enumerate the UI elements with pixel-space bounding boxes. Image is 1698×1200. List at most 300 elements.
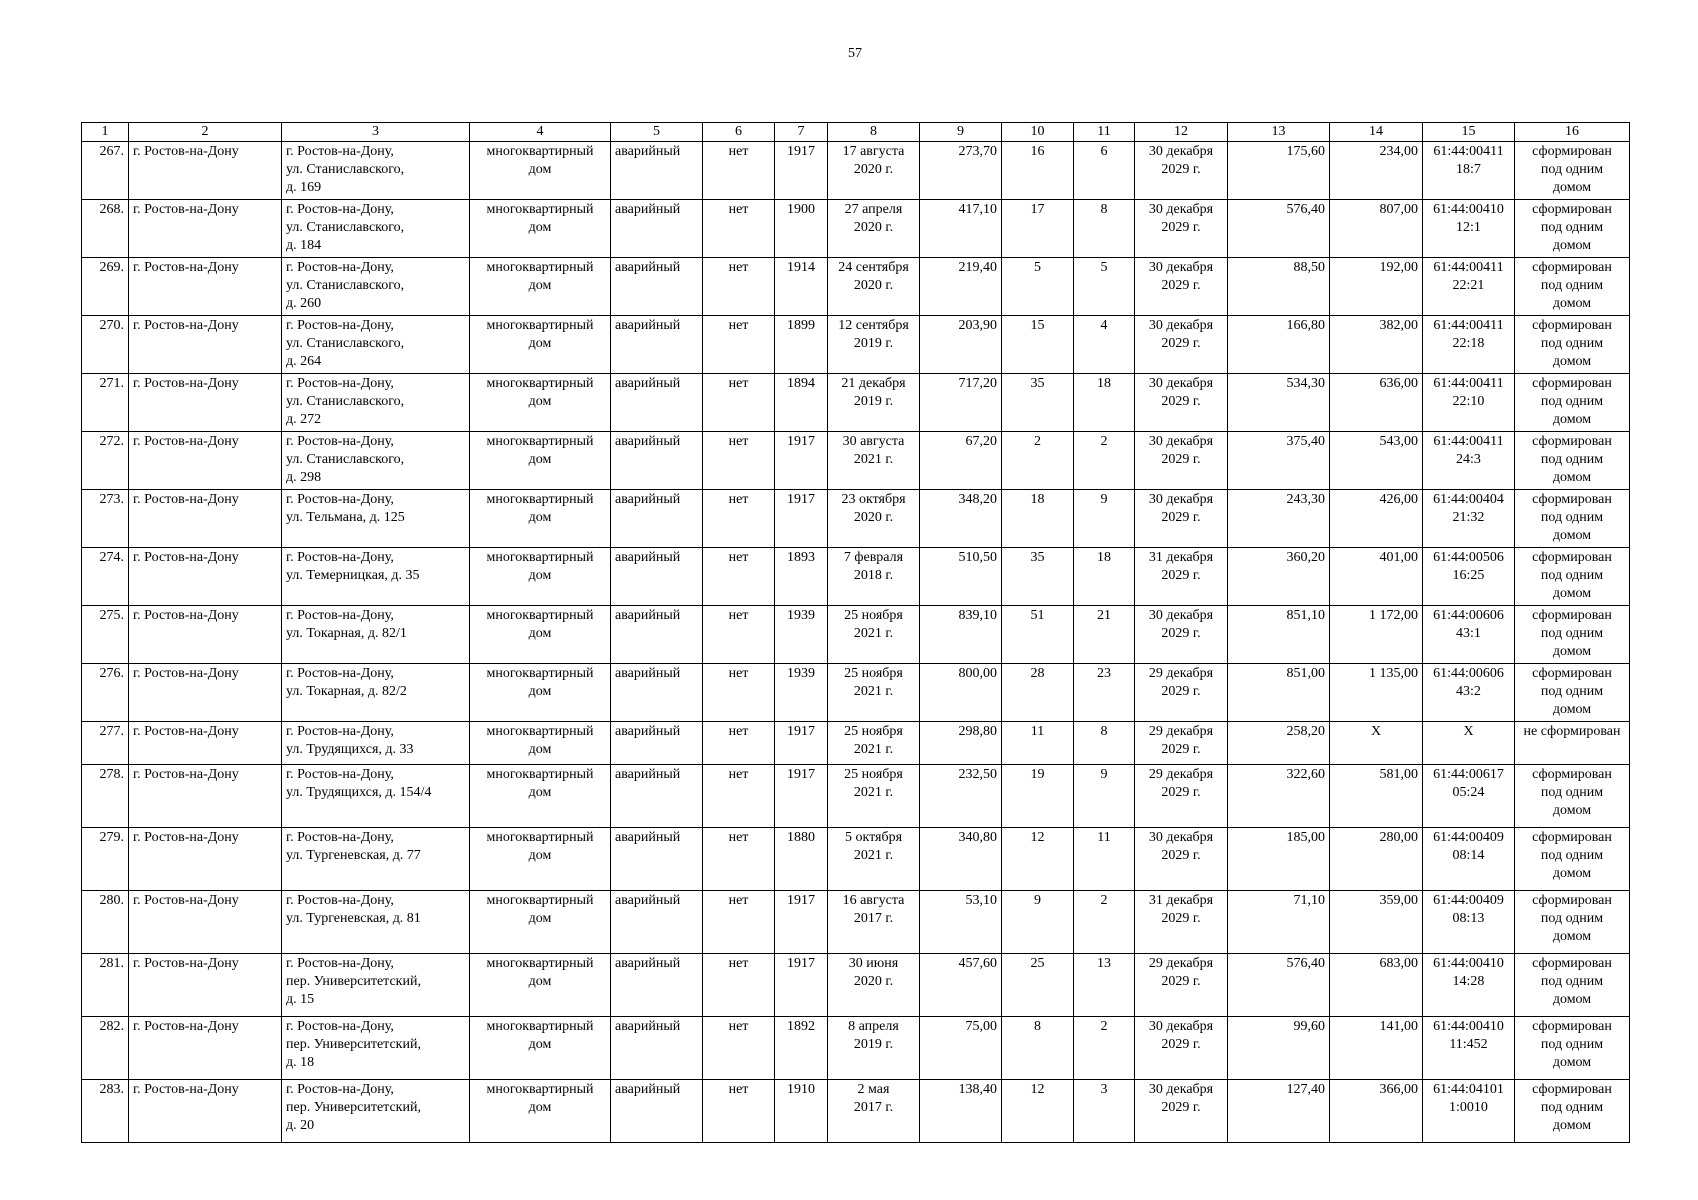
building-type-cell-line: многоквартирный [486, 202, 594, 217]
address-cell [282, 200, 470, 258]
row-number-cell: 283. [82, 1080, 129, 1143]
table-row [82, 664, 1630, 722]
recognition-date-cell-line: 7 февраля [843, 550, 904, 565]
address-cell-line: д. 264 [286, 354, 322, 369]
recognition-date-cell-line: 2 мая [857, 1082, 890, 1097]
land-plot-status-cell-line: под одним [1540, 848, 1604, 863]
land-plot-status-cell-line: сформирован [1532, 376, 1612, 391]
building-type-cell-line: многоквартирный [486, 956, 594, 971]
building-type-cell [470, 722, 611, 765]
resettlement-deadline-cell-line: 29 декабря [1148, 666, 1214, 681]
residents-count-cell: 35 [1002, 374, 1074, 432]
resettlement-deadline-cell-line: 29 декабря [1148, 956, 1214, 971]
address-cell-line: г. Ростов-на-Дону, [286, 434, 394, 449]
column-header-6: 6 [703, 123, 775, 142]
column-14-cell: 426,00 [1330, 490, 1423, 548]
total-area-cell: 75,00 [920, 1017, 1002, 1080]
land-plot-status-cell-line: под одним [1540, 911, 1604, 926]
land-plot-status-cell-line: под одним [1540, 626, 1604, 641]
recognition-date-cell-line: 17 августа [842, 144, 905, 159]
address-cell-line: ул. Трудящихся, д. 154/4 [286, 785, 432, 800]
column-6-cell: нет [703, 548, 775, 606]
building-type-cell [470, 374, 611, 432]
address-cell-line: ул. Трудящихся, д. 33 [286, 742, 414, 757]
condition-cell: аварийный [611, 1080, 703, 1143]
total-area-cell: 340,80 [920, 828, 1002, 891]
cadastral-number-cell-line: 14:28 [1452, 974, 1485, 989]
total-area-cell: 457,60 [920, 954, 1002, 1017]
building-type-cell [470, 200, 611, 258]
address-cell-line: ул. Станиславского, [286, 278, 405, 293]
column-14-cell: 401,00 [1330, 548, 1423, 606]
year-built-cell: 1894 [775, 374, 828, 432]
year-built-cell: 1910 [775, 1080, 828, 1143]
address-cell-line: г. Ростов-на-Дону, [286, 1019, 394, 1034]
column-13-cell: 71,10 [1228, 891, 1330, 954]
municipality-cell: г. Ростов-на-Дону [129, 548, 282, 606]
column-13-cell: 360,20 [1228, 548, 1330, 606]
year-built-cell: 1917 [775, 722, 828, 765]
land-plot-status-cell-line: домом [1552, 702, 1592, 717]
column-13-cell: 851,00 [1228, 664, 1330, 722]
address-cell [282, 1080, 470, 1143]
year-built-cell: 1893 [775, 548, 828, 606]
resettlement-deadline-cell-line: 2029 г. [1161, 626, 1201, 641]
address-cell [282, 828, 470, 891]
row-number-cell: 268. [82, 200, 129, 258]
land-plot-status-cell-line: сформирован [1532, 492, 1612, 507]
land-plot-status-cell [1515, 200, 1630, 258]
residents-count-cell: 16 [1002, 142, 1074, 200]
residents-count-cell: 15 [1002, 316, 1074, 374]
land-plot-status-cell-line: не сформирован [1523, 724, 1621, 739]
recognition-date-cell [828, 1017, 920, 1080]
year-built-cell: 1917 [775, 142, 828, 200]
row-number-cell: 271. [82, 374, 129, 432]
land-plot-status-cell-line: сформирован [1532, 1082, 1612, 1097]
column-6-cell: нет [703, 374, 775, 432]
municipality-cell: г. Ростов-на-Дону [129, 828, 282, 891]
recognition-date-cell-line: 25 ноября [844, 724, 903, 739]
column-6-cell: нет [703, 1080, 775, 1143]
land-plot-status-cell-line: домом [1552, 1118, 1592, 1133]
cadastral-number-cell-line: 61:44:00411 [1433, 144, 1504, 159]
total-area-cell: 510,50 [920, 548, 1002, 606]
resettlement-deadline-cell-line: 30 декабря [1148, 202, 1214, 217]
total-area-cell: 273,70 [920, 142, 1002, 200]
recognition-date-cell-line: 23 октября [841, 492, 906, 507]
land-plot-status-cell [1515, 1080, 1630, 1143]
building-type-cell-line: дом [528, 510, 552, 525]
condition-cell: аварийный [611, 891, 703, 954]
row-number-cell: 281. [82, 954, 129, 1017]
condition-cell: аварийный [611, 490, 703, 548]
address-cell-line: г. Ростов-на-Дону, [286, 666, 394, 681]
land-plot-status-cell [1515, 258, 1630, 316]
building-type-cell-line: дом [528, 785, 552, 800]
building-type-cell-line: многоквартирный [486, 830, 594, 845]
recognition-date-cell-line: 21 декабря [841, 376, 906, 391]
column-13-cell: 534,30 [1228, 374, 1330, 432]
building-type-cell-line: многоквартирный [486, 893, 594, 908]
address-cell-line: г. Ростов-на-Дону, [286, 724, 394, 739]
resettlement-deadline-cell-line: 2029 г. [1161, 220, 1201, 235]
recognition-date-cell-line: 2020 г. [853, 162, 894, 177]
land-plot-status-cell [1515, 142, 1630, 200]
building-type-cell-line: многоквартирный [486, 434, 594, 449]
land-plot-status-cell-line: под одним [1540, 220, 1604, 235]
building-type-cell [470, 258, 611, 316]
row-number-cell: 276. [82, 664, 129, 722]
building-type-cell-line: многоквартирный [486, 260, 594, 275]
building-type-cell [470, 606, 611, 664]
recognition-date-cell [828, 765, 920, 828]
resettlement-deadline-cell [1135, 765, 1228, 828]
building-type-cell-line: многоквартирный [486, 1082, 594, 1097]
total-area-cell: 232,50 [920, 765, 1002, 828]
condition-cell: аварийный [611, 954, 703, 1017]
table-row [82, 891, 1630, 954]
column-14-cell: 807,00 [1330, 200, 1423, 258]
resettlement-deadline-cell-line: 2029 г. [1161, 394, 1201, 409]
land-plot-status-cell [1515, 722, 1630, 765]
address-cell [282, 1017, 470, 1080]
cadastral-number-cell-line: 18:7 [1456, 162, 1481, 177]
column-14-cell: 581,00 [1330, 765, 1423, 828]
municipality-cell: г. Ростов-на-Дону [129, 1017, 282, 1080]
land-plot-status-cell-line: сформирован [1532, 608, 1612, 623]
address-cell-line: ул. Тургеневская, д. 81 [286, 911, 421, 926]
recognition-date-cell-line: 2021 г. [853, 452, 894, 467]
cadastral-number-cell-line: 08:13 [1452, 911, 1485, 926]
resettlement-deadline-cell-line: 30 декабря [1148, 260, 1214, 275]
column-13-cell: 175,60 [1228, 142, 1330, 200]
address-cell-line: ул. Станиславского, [286, 452, 405, 467]
column-6-cell: нет [703, 765, 775, 828]
row-number-cell: 267. [82, 142, 129, 200]
column-14-cell: 280,00 [1330, 828, 1423, 891]
cadastral-number-cell [1423, 200, 1515, 258]
column-11-cell: 3 [1074, 1080, 1135, 1143]
building-type-cell-line: дом [528, 162, 552, 177]
total-area-cell: 219,40 [920, 258, 1002, 316]
land-plot-status-cell-line: под одним [1540, 1100, 1604, 1115]
condition-cell: аварийный [611, 1017, 703, 1080]
year-built-cell: 1917 [775, 765, 828, 828]
building-type-cell-line: многоквартирный [486, 376, 594, 391]
cadastral-number-cell [1423, 722, 1515, 765]
cadastral-number-cell-line: 22:10 [1452, 394, 1485, 409]
address-cell [282, 606, 470, 664]
building-type-cell [470, 1017, 611, 1080]
address-cell [282, 374, 470, 432]
building-type-cell-line: многоквартирный [486, 550, 594, 565]
land-plot-status-cell-line: под одним [1540, 684, 1604, 699]
year-built-cell: 1939 [775, 664, 828, 722]
resettlement-deadline-cell-line: 31 декабря [1148, 550, 1214, 565]
land-plot-status-cell-line: сформирован [1532, 260, 1612, 275]
total-area-cell: 203,90 [920, 316, 1002, 374]
column-6-cell: нет [703, 606, 775, 664]
address-cell-line: г. Ростов-на-Дону, [286, 608, 394, 623]
table-row [82, 548, 1630, 606]
municipality-cell: г. Ростов-на-Дону [129, 664, 282, 722]
year-built-cell: 1900 [775, 200, 828, 258]
municipality-cell: г. Ростов-на-Дону [129, 490, 282, 548]
table-row [82, 258, 1630, 316]
land-plot-status-cell [1515, 490, 1630, 548]
column-14-cell: 234,00 [1330, 142, 1423, 200]
building-type-cell [470, 316, 611, 374]
land-plot-status-cell-line: домом [1552, 992, 1592, 1007]
address-cell-line: г. Ростов-на-Дону, [286, 492, 394, 507]
address-cell [282, 891, 470, 954]
building-type-cell-line: дом [528, 1037, 552, 1052]
cadastral-number-cell-line: 61:44:04101 [1433, 1082, 1504, 1097]
cadastral-number-cell-line: 61:44:00409 [1433, 830, 1504, 845]
building-type-cell-line: дом [528, 568, 552, 583]
recognition-date-cell [828, 200, 920, 258]
municipality-cell: г. Ростов-на-Дону [129, 722, 282, 765]
recognition-date-cell-line: 30 августа [842, 434, 905, 449]
address-cell-line: ул. Токарная, д. 82/1 [286, 626, 407, 641]
land-plot-status-cell [1515, 1017, 1630, 1080]
year-built-cell: 1914 [775, 258, 828, 316]
cadastral-number-cell [1423, 828, 1515, 891]
building-type-cell [470, 142, 611, 200]
building-type-cell [470, 1080, 611, 1143]
column-13-cell: 127,40 [1228, 1080, 1330, 1143]
cadastral-number-cell-line: 16:25 [1452, 568, 1485, 583]
cadastral-number-cell [1423, 432, 1515, 490]
recognition-date-cell-line: 25 ноября [844, 767, 903, 782]
resettlement-deadline-cell-line: 2029 г. [1161, 510, 1201, 525]
recognition-date-cell [828, 548, 920, 606]
resettlement-deadline-cell-line: 2029 г. [1161, 452, 1201, 467]
column-13-cell: 99,60 [1228, 1017, 1330, 1080]
recognition-date-cell-line: 24 сентября [838, 260, 909, 275]
address-cell [282, 432, 470, 490]
address-cell-line: г. Ростов-на-Дону, [286, 376, 394, 391]
column-13-cell: 243,30 [1228, 490, 1330, 548]
resettlement-deadline-cell-line: 2029 г. [1161, 911, 1201, 926]
address-cell-line: д. 169 [286, 180, 322, 195]
column-13-cell: 258,20 [1228, 722, 1330, 765]
land-plot-status-cell-line: домом [1552, 866, 1592, 881]
recognition-date-cell [828, 1080, 920, 1143]
cadastral-number-cell-line: 61:44:00404 [1433, 492, 1504, 507]
recognition-date-cell [828, 828, 920, 891]
land-plot-status-cell [1515, 316, 1630, 374]
recognition-date-cell-line: 2021 г. [853, 785, 894, 800]
row-number-cell: 278. [82, 765, 129, 828]
address-cell-line: д. 20 [286, 1118, 315, 1133]
column-11-cell: 2 [1074, 1017, 1135, 1080]
row-number-cell: 280. [82, 891, 129, 954]
recognition-date-cell [828, 722, 920, 765]
residents-count-cell: 8 [1002, 1017, 1074, 1080]
condition-cell: аварийный [611, 722, 703, 765]
resettlement-deadline-cell [1135, 891, 1228, 954]
column-11-cell: 18 [1074, 548, 1135, 606]
resettlement-deadline-cell [1135, 142, 1228, 200]
address-cell [282, 142, 470, 200]
building-type-cell-line: дом [528, 626, 552, 641]
table-row [82, 765, 1630, 828]
recognition-date-cell-line: 2019 г. [853, 336, 894, 351]
cadastral-number-cell-line: 61:44:00411 [1433, 318, 1504, 333]
address-cell-line: д. 18 [286, 1055, 315, 1070]
table-row [82, 828, 1630, 891]
condition-cell: аварийный [611, 548, 703, 606]
column-6-cell: нет [703, 316, 775, 374]
residents-count-cell: 5 [1002, 258, 1074, 316]
column-header-13: 13 [1228, 123, 1330, 142]
column-header-5: 5 [611, 123, 703, 142]
resettlement-deadline-cell-line: 2029 г. [1161, 162, 1201, 177]
residents-count-cell: 35 [1002, 548, 1074, 606]
year-built-cell: 1880 [775, 828, 828, 891]
land-plot-status-cell-line: под одним [1540, 162, 1604, 177]
recognition-date-cell [828, 374, 920, 432]
condition-cell: аварийный [611, 765, 703, 828]
resettlement-deadline-cell-line: 30 декабря [1148, 434, 1214, 449]
land-plot-status-cell [1515, 432, 1630, 490]
address-cell-line: ул. Токарная, д. 82/2 [286, 684, 407, 699]
resettlement-deadline-cell-line: 29 декабря [1148, 724, 1214, 739]
land-plot-status-cell-line: сформирован [1532, 550, 1612, 565]
cadastral-number-cell-line: 61:44:00506 [1433, 550, 1504, 565]
resettlement-deadline-cell [1135, 490, 1228, 548]
condition-cell: аварийный [611, 664, 703, 722]
column-6-cell: нет [703, 432, 775, 490]
building-type-cell-line: многоквартирный [486, 767, 594, 782]
address-cell-line: г. Ростов-на-Дону, [286, 893, 394, 908]
cadastral-number-cell-line: 43:2 [1456, 684, 1481, 699]
building-type-cell-line: дом [528, 742, 552, 757]
land-plot-status-cell-line: домом [1552, 644, 1592, 659]
building-type-cell-line: дом [528, 1100, 552, 1115]
column-11-cell: 2 [1074, 891, 1135, 954]
land-plot-status-cell-line: сформирован [1532, 956, 1612, 971]
resettlement-deadline-cell [1135, 722, 1228, 765]
cadastral-number-cell [1423, 954, 1515, 1017]
recognition-date-cell-line: 2017 г. [853, 1100, 894, 1115]
building-type-cell-line: дом [528, 278, 552, 293]
building-type-cell-line: дом [528, 220, 552, 235]
column-header-7: 7 [775, 123, 828, 142]
land-plot-status-cell-line: домом [1552, 803, 1592, 818]
cadastral-number-cell [1423, 258, 1515, 316]
address-cell-line: г. Ростов-на-Дону, [286, 260, 394, 275]
column-14-cell: 382,00 [1330, 316, 1423, 374]
land-plot-status-cell [1515, 664, 1630, 722]
building-type-cell-line: дом [528, 452, 552, 467]
table-row [82, 606, 1630, 664]
column-header-11: 11 [1074, 123, 1135, 142]
column-header-4: 4 [470, 123, 611, 142]
address-cell [282, 316, 470, 374]
address-cell-line: д. 260 [286, 296, 322, 311]
recognition-date-cell-line: 25 ноября [844, 666, 903, 681]
cadastral-number-cell-line: 61:44:00411 [1433, 434, 1504, 449]
recognition-date-cell-line: 2021 г. [853, 848, 894, 863]
recognition-date-cell-line: 2020 г. [853, 220, 894, 235]
land-plot-status-cell [1515, 374, 1630, 432]
column-14-cell: 636,00 [1330, 374, 1423, 432]
recognition-date-cell-line: 16 августа [842, 893, 905, 908]
page-number: 57 [848, 46, 862, 61]
address-cell-line: пер. Университетский, [286, 1037, 421, 1052]
resettlement-deadline-cell-line: 31 декабря [1148, 893, 1214, 908]
building-type-cell-line: дом [528, 911, 552, 926]
row-number-cell: 275. [82, 606, 129, 664]
row-number-cell: 269. [82, 258, 129, 316]
land-plot-status-cell-line: домом [1552, 586, 1592, 601]
address-cell-line: д. 298 [286, 470, 322, 485]
address-cell-line: ул. Станиславского, [286, 336, 405, 351]
address-cell-line: д. 15 [286, 992, 315, 1007]
cadastral-number-cell-line: 61:44:00606 [1433, 608, 1504, 623]
column-11-cell: 18 [1074, 374, 1135, 432]
column-6-cell: нет [703, 722, 775, 765]
building-type-cell-line: многоквартирный [486, 318, 594, 333]
residents-count-cell: 9 [1002, 891, 1074, 954]
resettlement-deadline-cell [1135, 316, 1228, 374]
recognition-date-cell-line: 25 ноября [844, 608, 903, 623]
land-plot-status-cell-line: сформирован [1532, 666, 1612, 681]
cadastral-number-cell-line: 1:0010 [1449, 1100, 1488, 1115]
total-area-cell: 717,20 [920, 374, 1002, 432]
address-cell-line: ул. Станиславского, [286, 220, 405, 235]
column-14-cell: 683,00 [1330, 954, 1423, 1017]
cadastral-number-cell-line: 43:1 [1456, 626, 1481, 641]
cadastral-number-cell-line: 24:3 [1456, 452, 1481, 467]
address-cell [282, 722, 470, 765]
land-plot-status-cell [1515, 954, 1630, 1017]
column-header-15: 15 [1423, 123, 1515, 142]
column-11-cell: 23 [1074, 664, 1135, 722]
municipality-cell: г. Ростов-на-Дону [129, 142, 282, 200]
address-cell-line: пер. Университетский, [286, 974, 421, 989]
municipality-cell: г. Ростов-на-Дону [129, 200, 282, 258]
resettlement-deadline-cell-line: 30 декабря [1148, 376, 1214, 391]
table-header-row [82, 123, 1630, 142]
resettlement-deadline-cell-line: 30 декабря [1148, 1082, 1214, 1097]
land-plot-status-cell-line: домом [1552, 238, 1592, 253]
resettlement-deadline-cell [1135, 548, 1228, 606]
building-type-cell [470, 891, 611, 954]
land-plot-status-cell-line: домом [1552, 354, 1592, 369]
resettlement-deadline-cell-line: 2029 г. [1161, 684, 1201, 699]
column-6-cell: нет [703, 891, 775, 954]
land-plot-status-cell-line: сформирован [1532, 767, 1612, 782]
land-plot-status-cell [1515, 765, 1630, 828]
resettlement-deadline-cell-line: 30 декабря [1148, 830, 1214, 845]
resettlement-deadline-cell-line: 2029 г. [1161, 1100, 1201, 1115]
building-type-cell-line: многоквартирный [486, 144, 594, 159]
cadastral-number-cell-line: 22:18 [1452, 336, 1485, 351]
resettlement-deadline-cell [1135, 1017, 1228, 1080]
column-11-cell: 8 [1074, 722, 1135, 765]
column-14-cell: 543,00 [1330, 432, 1423, 490]
column-6-cell: нет [703, 142, 775, 200]
building-type-cell-line: многоквартирный [486, 666, 594, 681]
column-6-cell: нет [703, 664, 775, 722]
building-type-cell [470, 954, 611, 1017]
land-plot-status-cell-line: сформирован [1532, 830, 1612, 845]
building-type-cell-line: дом [528, 394, 552, 409]
